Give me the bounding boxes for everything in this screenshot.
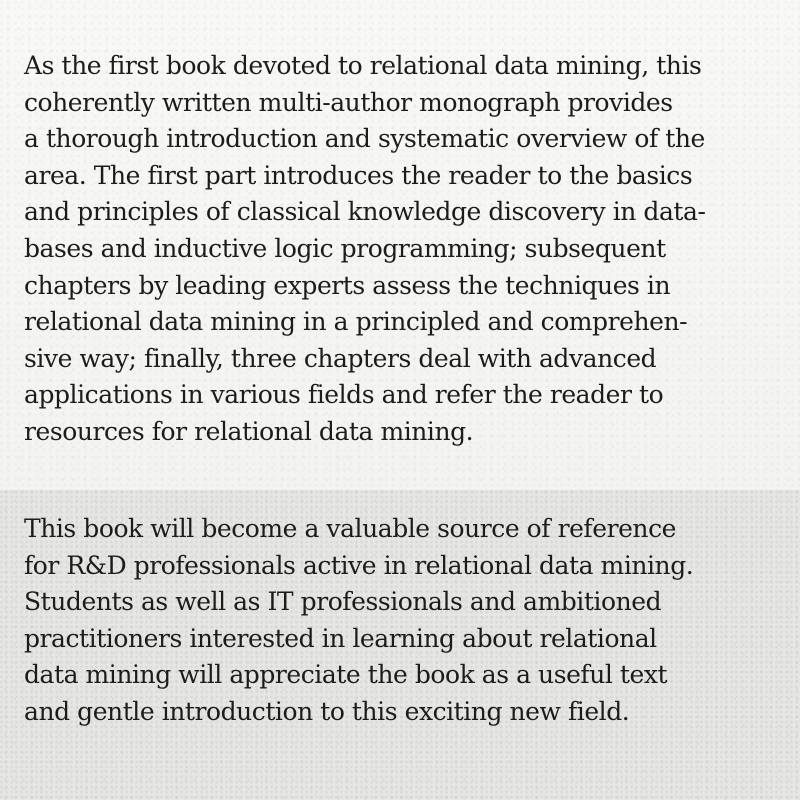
- text-line: bases and inductive logic programming; subsequent: [24, 233, 666, 263]
- text-line: relational data mining in a principled and comprehen-: [24, 307, 688, 337]
- text-line: a thorough introduction and systematic overview of the: [24, 124, 705, 154]
- text-line: data mining will appreciate the book as a useful text: [24, 660, 668, 690]
- text-line: area. The first part introduces the reader to the basics: [24, 160, 693, 190]
- text-line: and gentle introduction to this exciting new field.: [24, 696, 630, 726]
- text-line: This book will become a valuable source of reference: [24, 514, 676, 543]
- text-line: applications in various fields and refer the reader to: [24, 380, 664, 410]
- text-line: sive way; finally, three chapters deal with advanced: [24, 343, 657, 373]
- text-line: and principles of classical knowledge discovery in data-: [24, 197, 706, 227]
- paragraph-audience: [24, 511, 794, 731]
- text-line: As the first book devoted to relational data mining, this: [24, 51, 702, 80]
- text-line: practitioners interested in learning about relational: [24, 623, 657, 653]
- text-line: coherently written multi-author monograph provides: [24, 87, 673, 117]
- text-line: Students as well as IT professionals and ambitioned: [24, 587, 662, 617]
- text-line: chapters by leading experts assess the techniques in: [24, 270, 671, 300]
- text-line: for R&D professionals active in relational data mining.: [24, 550, 694, 580]
- paragraph-overview: [24, 48, 794, 451]
- text-line: resources for relational data mining.: [24, 416, 474, 446]
